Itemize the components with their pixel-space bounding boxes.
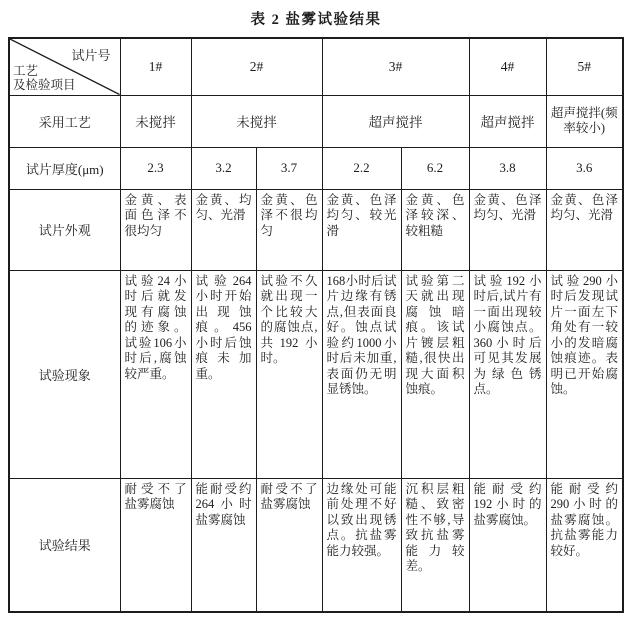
cell-appearance-5: 金黄、色泽均匀、光滑 bbox=[546, 189, 623, 270]
cell-appearance-4: 金黄、色泽均匀、光滑 bbox=[469, 189, 546, 270]
cell-phenomena-2a: 试验264小时开始出现蚀痕。456小时后蚀痕未加重。 bbox=[191, 270, 256, 478]
results-row-label: 试验结果 bbox=[9, 478, 120, 612]
cell-process-5: 超声搅拌(频率较小) bbox=[546, 95, 623, 147]
salt-spray-test-results-table bbox=[8, 37, 624, 613]
cell-appearance-2b: 金黄、色泽不很均匀 bbox=[256, 189, 322, 270]
results-row bbox=[9, 478, 623, 612]
cell-results-2b: 耐受不了盐雾腐蚀 bbox=[256, 478, 322, 612]
corner-header-cell bbox=[9, 38, 120, 95]
cell-thickness-3a: 2.2 bbox=[322, 147, 401, 189]
header-row bbox=[9, 38, 623, 95]
appearance-row-label: 试片外观 bbox=[9, 189, 120, 270]
cell-results-4: 能耐受约192小时的盐雾腐蚀。 bbox=[469, 478, 546, 612]
cell-thickness-5: 3.6 bbox=[546, 147, 623, 189]
cell-results-1: 耐受不了盐雾腐蚀 bbox=[120, 478, 191, 612]
corner-label-process: 工艺 bbox=[13, 63, 39, 78]
header-col-2: 2# bbox=[191, 38, 322, 95]
phenomena-row-label: 试验现象 bbox=[9, 270, 120, 478]
cell-results-3a: 边缘处可能前处理不好以致出现锈点。抗盐雾能力较强。 bbox=[322, 478, 401, 612]
table-caption: 表 2 盐雾试验结果 bbox=[250, 12, 382, 28]
cell-phenomena-3b: 试验第二天就出现腐蚀暗痕。该试片镀层粗糙,很快出现大面积蚀痕。 bbox=[401, 270, 469, 478]
cell-thickness-3b: 6.2 bbox=[401, 147, 469, 189]
cell-process-4: 超声搅拌 bbox=[469, 95, 546, 147]
corner-label-inspection-items: 及检验项目 bbox=[13, 78, 76, 92]
cell-phenomena-3a: 168小时后试片边缘有锈点,但表面良好。蚀点试验约1000小时后未加重,表面仍无明显锈蚀。 bbox=[322, 270, 401, 478]
cell-thickness-2a: 3.2 bbox=[191, 147, 256, 189]
header-col-5: 5# bbox=[546, 38, 623, 95]
corner-label-specimen-no: 试片号 bbox=[71, 48, 111, 63]
process-row bbox=[9, 95, 623, 147]
header-col-4: 4# bbox=[469, 38, 546, 95]
cell-thickness-2b: 3.7 bbox=[256, 147, 322, 189]
header-col-1: 1# bbox=[120, 38, 191, 95]
cell-appearance-3a: 金黄、色泽均匀、较光滑 bbox=[322, 189, 401, 270]
process-row-label: 采用工艺 bbox=[9, 95, 120, 147]
cell-appearance-2a: 金黄、均匀、光滑 bbox=[191, 189, 256, 270]
cell-phenomena-5: 试验290小时后发现试片一面左下角处有一较小的发暗腐蚀痕迹。表明已开始腐蚀。 bbox=[546, 270, 623, 478]
thickness-row-label: 试片厚度(μm) bbox=[9, 147, 120, 189]
cell-phenomena-4: 试验192小时后,试片有一面出现较小腐蚀点。360小时后可见其发展为绿色锈点。 bbox=[469, 270, 546, 478]
phenomena-row bbox=[9, 270, 623, 478]
cell-process-2: 未搅拌 bbox=[191, 95, 322, 147]
cell-thickness-4: 3.8 bbox=[469, 147, 546, 189]
cell-appearance-1: 金黄、表面色泽不很均匀 bbox=[120, 189, 191, 270]
thickness-row bbox=[9, 147, 623, 189]
cell-results-5: 能耐受约290小时的盐雾腐蚀。抗盐雾能力较好。 bbox=[546, 478, 623, 612]
cell-process-1: 未搅拌 bbox=[120, 95, 191, 147]
cell-thickness-1: 2.3 bbox=[120, 147, 191, 189]
corner-label-process-items bbox=[13, 64, 76, 93]
cell-appearance-3b: 金黄、色泽较深、较粗糙 bbox=[401, 189, 469, 270]
header-col-3: 3# bbox=[322, 38, 469, 95]
cell-phenomena-1: 试验24小时后就发现有腐蚀的迹象。试验106小时后,腐蚀较严重。 bbox=[120, 270, 191, 478]
cell-phenomena-2b: 试验不久就出现一个比较大的腐蚀点,共192小时。 bbox=[256, 270, 322, 478]
cell-process-3: 超声搅拌 bbox=[322, 95, 469, 147]
appearance-row bbox=[9, 189, 623, 270]
cell-results-3b: 沉积层粗糙、致密性不够,导致抗盐雾能力较差。 bbox=[401, 478, 469, 612]
cell-results-2a: 能耐受约264小时盐雾腐蚀 bbox=[191, 478, 256, 612]
